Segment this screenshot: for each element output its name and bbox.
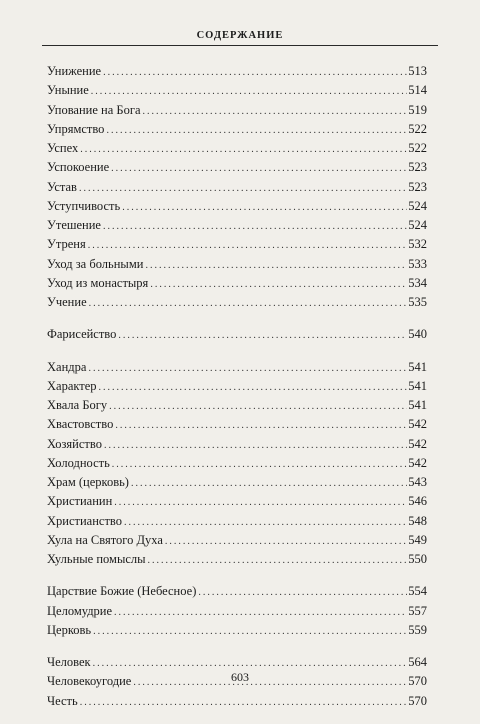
toc-entry bbox=[47, 139, 427, 158]
toc-group bbox=[47, 358, 427, 570]
entry-page-number: 533 bbox=[408, 256, 427, 271]
dot-leader bbox=[114, 603, 407, 622]
toc-entry bbox=[47, 512, 427, 531]
toc-entry bbox=[47, 255, 427, 274]
entry-title: Холодность bbox=[47, 455, 110, 470]
entry-title: Учение bbox=[47, 295, 87, 309]
toc-entry bbox=[47, 274, 427, 293]
toc-entry bbox=[47, 415, 427, 434]
entry-page-number: 541 bbox=[408, 398, 427, 412]
entry-title: Честь bbox=[47, 693, 78, 708]
toc-entry bbox=[47, 62, 427, 81]
entry-page-number: 559 bbox=[408, 622, 427, 637]
entry-page-number: 522 bbox=[408, 121, 427, 136]
entry-title: Христианство bbox=[47, 513, 122, 528]
entry-title: Фарисейство bbox=[47, 327, 117, 342]
page-header: СОДЕРЖАНИЕ bbox=[42, 30, 438, 46]
dot-leader bbox=[122, 198, 407, 217]
toc-entry bbox=[47, 178, 427, 197]
dot-leader bbox=[131, 474, 407, 493]
entry-page-number: 523 bbox=[408, 179, 427, 194]
toc-entry bbox=[47, 120, 427, 139]
dot-leader bbox=[112, 455, 407, 474]
entry-title: Царствие Божие (Небесное) bbox=[47, 584, 197, 599]
toc-entry bbox=[47, 325, 427, 344]
entry-title: Упрямство bbox=[47, 121, 105, 136]
entry-page-number: 519 bbox=[408, 102, 427, 117]
entry-title: Унижение bbox=[47, 64, 102, 78]
dot-leader bbox=[114, 493, 407, 512]
entry-page-number: 549 bbox=[408, 532, 427, 547]
dot-leader bbox=[89, 294, 408, 313]
toc-entry bbox=[47, 602, 427, 621]
dot-leader bbox=[150, 275, 407, 294]
dot-leader bbox=[143, 102, 408, 121]
dot-leader bbox=[93, 622, 407, 641]
dot-leader bbox=[109, 397, 407, 416]
entry-title: Храм (церковь) bbox=[47, 475, 129, 489]
entry-page-number: 523 bbox=[408, 160, 427, 175]
dot-leader bbox=[111, 159, 407, 178]
entry-title: Хозяйство bbox=[47, 436, 102, 451]
dot-leader bbox=[148, 551, 408, 570]
dot-leader bbox=[88, 236, 408, 255]
entry-title: Утреня bbox=[47, 237, 86, 252]
toc-entry bbox=[47, 396, 427, 415]
toc-group bbox=[47, 582, 427, 640]
dot-leader bbox=[80, 140, 407, 159]
entry-title: Хула на Святого Духа bbox=[47, 532, 163, 547]
entry-title: Церковь bbox=[47, 622, 92, 637]
dot-leader bbox=[80, 693, 408, 712]
entry-title: Уход из монастыря bbox=[47, 275, 149, 290]
toc-entry bbox=[47, 235, 427, 254]
dot-leader bbox=[88, 359, 407, 378]
entry-title: Христианин bbox=[47, 494, 113, 509]
entry-page-number: 570 bbox=[408, 693, 427, 708]
toc-entry bbox=[47, 692, 427, 711]
entry-title: Упование на Бога bbox=[47, 102, 141, 117]
page-number: 603 bbox=[231, 670, 249, 684]
entry-title: Человек bbox=[47, 655, 91, 669]
toc-entry bbox=[47, 293, 427, 312]
entry-title: Человекоугодие bbox=[47, 674, 132, 689]
entry-page-number: 546 bbox=[408, 494, 427, 509]
entry-title: Хандра bbox=[47, 359, 87, 374]
toc-group bbox=[47, 325, 427, 344]
toc-entry bbox=[47, 81, 427, 100]
dot-leader bbox=[91, 82, 407, 101]
entry-page-number: 513 bbox=[408, 64, 427, 78]
toc-entry bbox=[47, 492, 427, 511]
toc-entry bbox=[47, 582, 427, 601]
entry-title: Успех bbox=[47, 141, 79, 155]
dot-leader bbox=[115, 416, 407, 435]
entry-page-number: 570 bbox=[408, 674, 427, 689]
dot-leader bbox=[106, 121, 407, 140]
entry-title: Характер bbox=[47, 378, 97, 393]
entry-page-number: 542 bbox=[408, 436, 427, 451]
entry-title: Устав bbox=[47, 179, 77, 194]
toc-entry bbox=[47, 158, 427, 177]
toc-entry bbox=[47, 473, 427, 492]
dot-leader bbox=[79, 179, 407, 198]
entry-page-number: 541 bbox=[408, 359, 427, 374]
toc-entry bbox=[47, 435, 427, 454]
entry-page-number: 524 bbox=[408, 218, 427, 232]
entry-page-number: 532 bbox=[408, 237, 427, 252]
toc-entry bbox=[47, 358, 427, 377]
entry-page-number: 554 bbox=[408, 584, 427, 599]
dot-leader bbox=[198, 583, 407, 602]
dot-leader bbox=[99, 378, 408, 397]
entry-page-number: 522 bbox=[408, 141, 427, 155]
entry-page-number: 541 bbox=[408, 378, 427, 393]
toc-group bbox=[47, 62, 427, 312]
entry-page-number: 524 bbox=[408, 198, 427, 213]
toc-entry bbox=[47, 531, 427, 550]
dot-leader bbox=[118, 326, 407, 345]
entry-title: Целомудрие bbox=[47, 603, 113, 618]
entry-title: Уступчивость bbox=[47, 198, 121, 213]
entry-page-number: 550 bbox=[408, 552, 427, 566]
entry-page-number: 564 bbox=[408, 655, 427, 669]
entry-page-number: 540 bbox=[408, 327, 427, 342]
dot-leader bbox=[165, 532, 407, 551]
toc-entry bbox=[47, 550, 427, 569]
table-of-contents bbox=[47, 62, 427, 724]
entry-page-number: 542 bbox=[408, 417, 427, 432]
entry-page-number: 534 bbox=[408, 275, 427, 290]
entry-title: Хвастовство bbox=[47, 417, 114, 432]
entry-title: Уныние bbox=[47, 83, 89, 98]
toc-entry bbox=[47, 377, 427, 396]
entry-page-number: 543 bbox=[408, 475, 427, 489]
entry-page-number: 557 bbox=[408, 603, 427, 618]
entry-page-number: 535 bbox=[408, 295, 427, 309]
entry-page-number: 548 bbox=[408, 513, 427, 528]
entry-title: Успокоение bbox=[47, 160, 110, 175]
entry-page-number: 514 bbox=[408, 83, 427, 98]
entry-title: Уход за больными bbox=[47, 256, 144, 271]
dot-leader bbox=[124, 513, 407, 532]
toc-entry bbox=[47, 621, 427, 640]
dot-leader bbox=[145, 256, 407, 275]
entry-title: Хульные помыслы bbox=[47, 552, 146, 566]
entry-title: Утешение bbox=[47, 218, 101, 232]
dot-leader bbox=[104, 436, 407, 455]
entry-title: Хвала Богу bbox=[47, 398, 108, 412]
dot-leader bbox=[103, 217, 407, 236]
toc-entry bbox=[47, 101, 427, 120]
entry-page-number: 542 bbox=[408, 455, 427, 470]
toc-entry bbox=[47, 216, 427, 235]
dot-leader bbox=[103, 63, 407, 82]
toc-entry bbox=[47, 197, 427, 216]
toc-entry bbox=[47, 454, 427, 473]
